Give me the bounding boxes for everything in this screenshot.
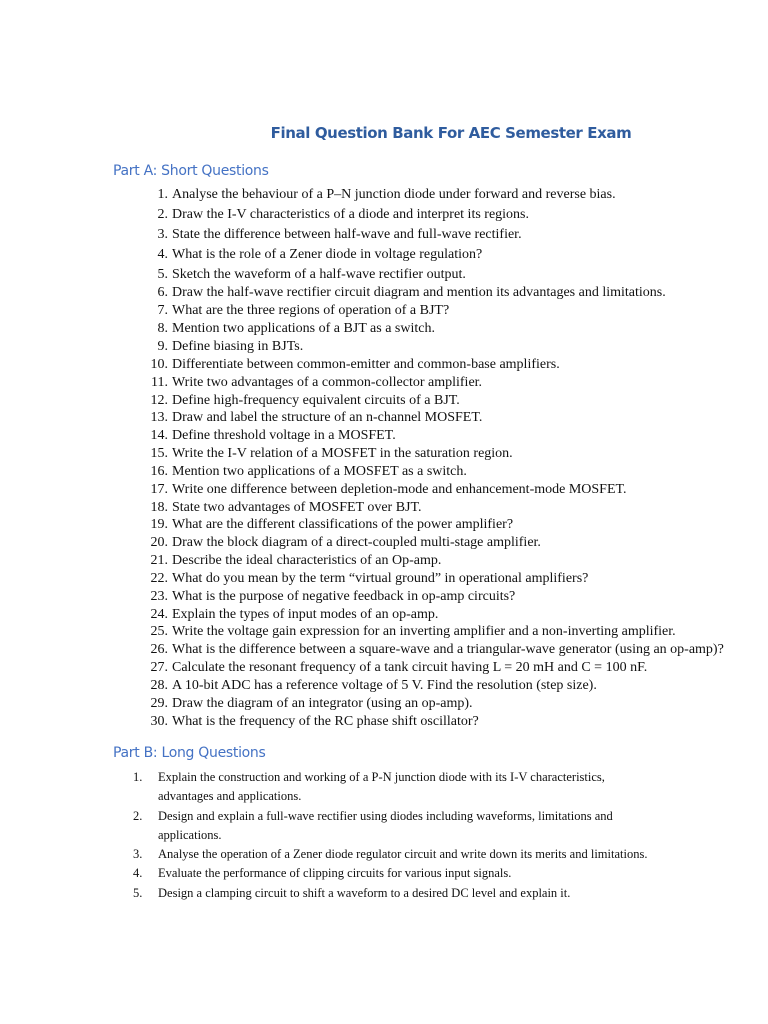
- part-a-question-number: 2.: [157, 206, 168, 222]
- part-a-question-item: [144, 265, 768, 285]
- part-b-question-item: [133, 845, 653, 864]
- part-a-question-item: [144, 427, 768, 445]
- part-b-question-number: 2.: [133, 808, 143, 823]
- part-a-question-text: What is the role of a Zener diode in voltage regulation?: [172, 246, 483, 262]
- part-a-question-item: [144, 677, 768, 695]
- part-a-question-text: Define biasing in BJTs.: [172, 338, 304, 354]
- part-b-question-item: [133, 807, 653, 846]
- part-a-question-text: What are the different classifications of the power amplifier?: [172, 517, 514, 533]
- part-a-question-number: 13.: [150, 410, 168, 426]
- part-a-question-text: Mention two applications of a MOSFET as a switch.: [172, 463, 467, 479]
- part-a-question-number: 14.: [150, 428, 168, 444]
- part-a-question-item: [144, 338, 768, 356]
- part-a-question-item: [144, 713, 768, 731]
- part-a-question-item: [144, 606, 768, 624]
- part-a-question-text: Define threshold voltage in a MOSFET.: [172, 428, 396, 444]
- part-a-question-item: [144, 641, 768, 659]
- part-a-question-item: [144, 356, 768, 374]
- part-b-question-number: 3.: [133, 847, 143, 862]
- part-a-question-number: 23.: [150, 588, 168, 604]
- part-a-question-number: 11.: [151, 374, 168, 390]
- part-a-question-item: [144, 623, 768, 641]
- part-a-question-text: Explain the types of input modes of an op-amp.: [172, 606, 439, 622]
- part-a-question-text: What do you mean by the term “virtual ground” in operational amplifiers?: [172, 570, 589, 586]
- part-b-question-list: [133, 768, 653, 903]
- part-a-question-text: A 10-bit ADC has a reference voltage of 5 V. Find the resolution (step size).: [172, 678, 597, 694]
- part-a-question-text: Analyse the behaviour of a P–N junction diode under forward and reverse bias.: [172, 187, 616, 202]
- part-a-question-item: [144, 320, 768, 338]
- part-b-question-text: Design and explain a full-wave rectifier using diodes including waveforms, limitations and applications.: [158, 808, 613, 842]
- part-a-heading: Part A: Short Questions: [113, 163, 269, 179]
- part-a-question-item: [144, 695, 768, 713]
- part-a-question-number: 1.: [157, 187, 168, 202]
- part-a-question-item: [144, 392, 768, 410]
- part-a-question-number: 20.: [150, 535, 168, 551]
- part-a-question-item: [144, 284, 768, 302]
- part-a-question-number: 30.: [150, 713, 168, 729]
- part-a-question-number: 6.: [157, 285, 168, 301]
- part-a-question-list: [144, 185, 768, 731]
- part-a-question-text: State the difference between half-wave and full-wave rectifier.: [172, 226, 522, 242]
- part-a-question-number: 26.: [150, 642, 168, 658]
- part-a-question-item: [144, 445, 768, 463]
- part-a-question-text: Draw the half-wave rectifier circuit diagram and mention its advantages and limitations.: [172, 285, 666, 301]
- part-a-question-number: 25.: [150, 624, 168, 640]
- part-a-question-text: Draw the I-V characteristics of a diode and interpret its regions.: [172, 206, 529, 222]
- part-a-question-number: 3.: [157, 226, 168, 242]
- part-a-question-text: Mention two applications of a BJT as a switch.: [172, 321, 435, 337]
- part-a-question-text: Write two advantages of a common-collector amplifier.: [172, 374, 483, 390]
- part-b-question-text: Evaluate the performance of clipping circuits for various input signals.: [158, 866, 512, 881]
- part-b-question-item: [133, 768, 653, 807]
- part-a-question-item: [144, 516, 768, 534]
- part-b-question-number: 5.: [133, 885, 143, 900]
- part-a-question-number: 5.: [157, 266, 168, 282]
- part-a-question-text: Draw and label the structure of an n-channel MOSFET.: [172, 410, 483, 426]
- part-a-question-number: 19.: [150, 517, 168, 533]
- part-a-question-item: [144, 205, 768, 225]
- part-a-question-number: 9.: [157, 338, 168, 354]
- part-a-question-item: [144, 225, 768, 245]
- part-b-question-number: 1.: [133, 770, 143, 784]
- part-a-question-text: Write the voltage gain expression for an inverting amplifier and a non-inverting amplifier.: [172, 624, 676, 640]
- part-a-question-text: Describe the ideal characteristics of an Op-amp.: [172, 553, 442, 569]
- part-a-question-item: [144, 570, 768, 588]
- part-a-question-number: 22.: [150, 570, 168, 586]
- part-a-question-number: 4.: [157, 246, 168, 262]
- part-a-question-text: Define high-frequency equivalent circuits of a BJT.: [172, 392, 460, 408]
- document-title: Final Question Bank For AEC Semester Exam: [270, 124, 632, 142]
- part-a-question-number: 17.: [150, 481, 168, 497]
- part-a-question-text: What is the difference between a square-wave and a triangular-wave generator (using an op-amp)?: [172, 642, 724, 658]
- part-a-question-item: [144, 534, 768, 552]
- part-a-question-item: [144, 185, 768, 205]
- part-a-question-item: [144, 302, 768, 320]
- part-a-question-number: 7.: [157, 303, 168, 319]
- part-a-question-text: What are the three regions of operation of a BJT?: [172, 303, 450, 319]
- part-a-question-text: State two advantages of MOSFET over BJT.: [172, 499, 422, 515]
- part-a-question-text: Sketch the waveform of a half-wave rectifier output.: [172, 266, 466, 282]
- part-a-question-item: [144, 659, 768, 677]
- part-b-question-text: Analyse the operation of a Zener diode regulator circuit and write down its merits and limitations.: [158, 847, 648, 862]
- part-a-question-text: Draw the diagram of an integrator (using an op-amp).: [172, 695, 473, 711]
- part-a-question-item: [144, 481, 768, 499]
- part-a-question-number: 8.: [157, 321, 168, 337]
- part-a-question-item: [144, 463, 768, 481]
- part-a-question-number: 27.: [150, 660, 168, 676]
- part-a-question-number: 15.: [150, 446, 168, 462]
- part-a-question-text: Write the I-V relation of a MOSFET in the saturation region.: [172, 446, 513, 462]
- part-b-question-text: Explain the construction and working of a P-N junction diode with its I-V characteristics, advantages and applications.: [158, 770, 605, 804]
- part-a-question-item: [144, 552, 768, 570]
- part-a-question-number: 10.: [150, 356, 168, 372]
- part-b-question-text: Design a clamping circuit to shift a waveform to a desired DC level and explain it.: [158, 885, 571, 900]
- part-a-question-text: Calculate the resonant frequency of a tank circuit having L = 20 mH and C = 100 nF.: [172, 660, 648, 676]
- part-a-question-number: 12.: [150, 392, 168, 408]
- part-a-question-text: Differentiate between common-emitter and common-base amplifiers.: [172, 356, 560, 372]
- part-a-question-number: 16.: [150, 463, 168, 479]
- part-a-question-number: 24.: [150, 606, 168, 622]
- part-a-question-item: [144, 245, 768, 265]
- part-a-question-number: 29.: [150, 695, 168, 711]
- part-a-question-text: Draw the block diagram of a direct-coupled multi-stage amplifier.: [172, 535, 541, 551]
- part-b-question-item: [133, 884, 653, 903]
- part-b-question-item: [133, 864, 653, 883]
- part-a-question-text: What is the frequency of the RC phase shift oscillator?: [172, 713, 479, 729]
- part-a-question-item: [144, 374, 768, 392]
- part-a-question-item: [144, 588, 768, 606]
- part-b-question-number: 4.: [133, 866, 143, 881]
- part-a-question-item: [144, 499, 768, 517]
- part-a-question-item: [144, 409, 768, 427]
- part-a-question-number: 21.: [150, 553, 168, 569]
- part-a-question-number: 28.: [150, 678, 168, 694]
- part-b-heading: Part B: Long Questions: [113, 745, 266, 761]
- part-a-question-number: 18.: [150, 499, 168, 515]
- part-a-question-text: What is the purpose of negative feedback in op-amp circuits?: [172, 588, 516, 604]
- part-a-question-text: Write one difference between depletion-mode and enhancement-mode MOSFET.: [172, 481, 627, 497]
